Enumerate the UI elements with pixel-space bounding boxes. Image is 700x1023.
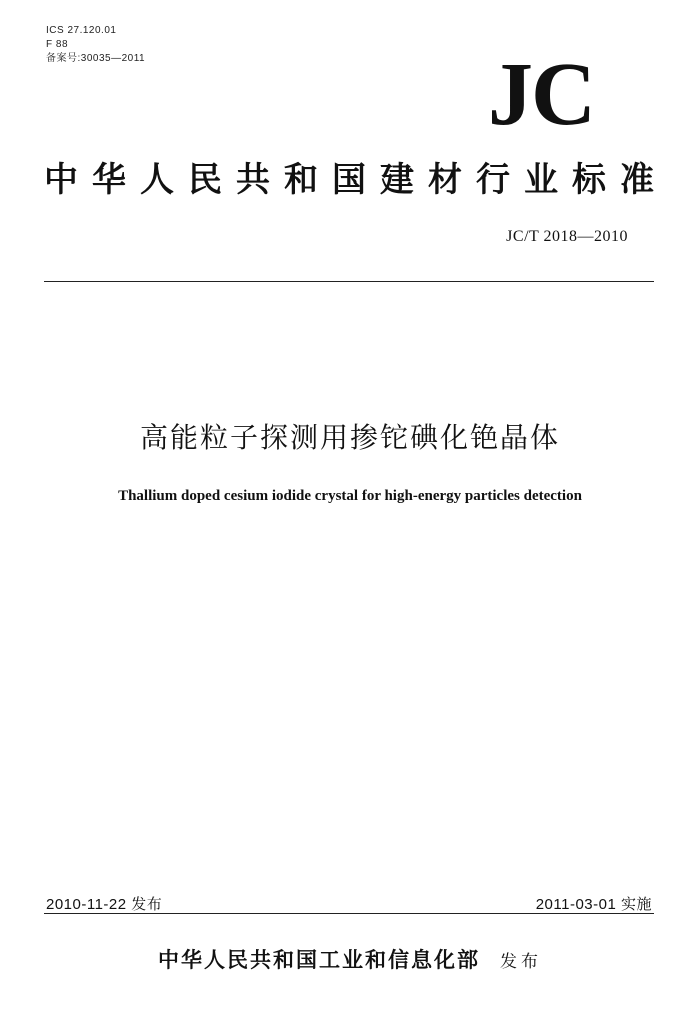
document-title-chinese: 高能粒子探测用掺铊碘化铯晶体 [139,421,560,454]
issuer-line [0,944,700,974]
issue-verb: 发布 [500,952,542,972]
standard-number: JC/T 2018—2010 [506,228,628,245]
footer-divider [44,913,654,914]
jc-logo: JC [488,45,594,144]
standard-category: 中华人民共和国建材行业标准 [44,160,658,200]
issue-date: 2010-11-22 发布 [46,896,163,913]
classification-block [46,24,145,66]
filing-number: 备案号:30035—2011 [46,53,146,64]
ics-code: ICS 27.120.01 [46,25,117,36]
document-title-english: Thallium doped cesium iodide crystal for high-energy particles detection [118,488,582,504]
implementation-date: 2011-03-01 实施 [535,896,652,913]
issuing-authority: 中华人民共和国工业和信息化部 [158,947,480,972]
header-divider [44,281,654,282]
ccs-code: F 88 [46,39,69,50]
